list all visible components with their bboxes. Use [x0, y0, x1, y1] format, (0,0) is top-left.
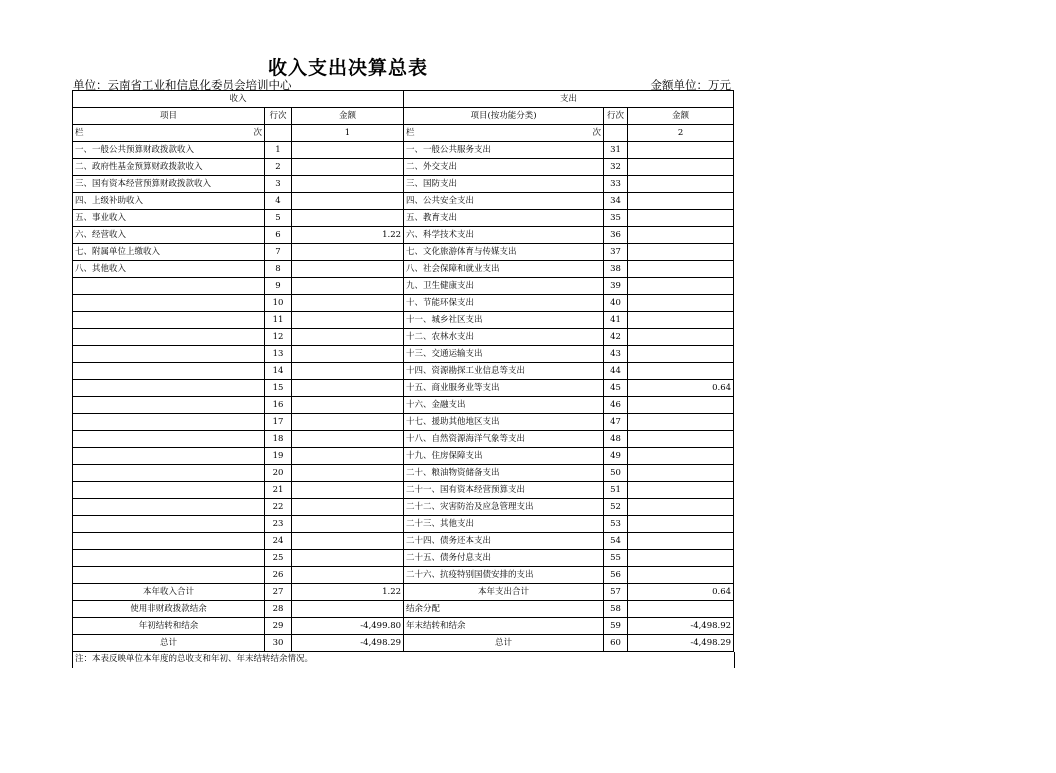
income-item-cell: 七、附属单位上缴收入 [73, 244, 265, 261]
expense-amount-cell [628, 448, 734, 465]
budget-table [72, 90, 734, 652]
income-lan-ci-cell [73, 125, 265, 142]
income-item-cell: 一、一般公共预算财政拨款收入 [73, 142, 265, 159]
table-row [73, 295, 734, 312]
table-row [73, 550, 734, 567]
income-amount-header: 金额 [292, 108, 404, 125]
income-amount-cell [292, 380, 404, 397]
income-amount-cell [292, 278, 404, 295]
summary-expense-amount: 0.64 [628, 584, 734, 601]
summary-income-rowno: 30 [265, 635, 292, 652]
expense-item-cell: 二十一、国有资本经营预算支出 [404, 482, 604, 499]
summary-income-amount: 1.22 [292, 584, 404, 601]
expense-item-cell: 十五、商业服务业等支出 [404, 380, 604, 397]
expense-amount-cell [628, 414, 734, 431]
summary-expense-rowno: 58 [604, 601, 628, 618]
expense-amount-cell [628, 176, 734, 193]
income-amount-cell [292, 516, 404, 533]
table-row [73, 312, 734, 329]
expense-amount-cell [628, 363, 734, 380]
income-rowno-cell: 23 [265, 516, 292, 533]
expense-rowno-cell: 48 [604, 431, 628, 448]
table-row [73, 567, 734, 584]
expense-rowno-cell: 45 [604, 380, 628, 397]
expense-rowno-cell: 43 [604, 346, 628, 363]
income-item-cell [73, 278, 265, 295]
income-rowno-cell: 1 [265, 142, 292, 159]
income-amount-cell [292, 431, 404, 448]
income-rowno-cell: 16 [265, 397, 292, 414]
expense-item-cell: 二十二、灾害防治及应急管理支出 [404, 499, 604, 516]
unit-label: 单位：云南省工业和信息化委员会培训中心 [73, 78, 292, 92]
expense-item-cell: 十九、住房保障支出 [404, 448, 604, 465]
income-item-cell [73, 465, 265, 482]
table-row [73, 380, 734, 397]
expense-lan-ci-cell [404, 125, 604, 142]
summary-income-amount [292, 601, 404, 618]
expense-amount-cell [628, 278, 734, 295]
summary-income-rowno: 29 [265, 618, 292, 635]
expense-rowno-cell: 42 [604, 329, 628, 346]
income-amount-cell [292, 397, 404, 414]
income-item-cell [73, 533, 265, 550]
expense-rowno-blank [604, 125, 628, 142]
income-item-cell [73, 346, 265, 363]
income-rowno-cell: 21 [265, 482, 292, 499]
table-row [73, 346, 734, 363]
expense-item-cell: 五、教育支出 [404, 210, 604, 227]
table-row [73, 533, 734, 550]
expense-rowno-cell: 39 [604, 278, 628, 295]
income-amount-cell [292, 295, 404, 312]
income-item-cell [73, 482, 265, 499]
expense-amount-cell [628, 159, 734, 176]
expense-amount-cell [628, 312, 734, 329]
income-rowno-cell: 25 [265, 550, 292, 567]
income-rowno-cell: 24 [265, 533, 292, 550]
table-row [73, 193, 734, 210]
expense-amount-cell [628, 210, 734, 227]
expense-item-cell: 十六、金融支出 [404, 397, 604, 414]
income-rowno-cell: 22 [265, 499, 292, 516]
income-rowno-cell: 7 [265, 244, 292, 261]
expense-item-cell: 七、文化旅游体育与传媒支出 [404, 244, 604, 261]
income-amount-cell [292, 142, 404, 159]
expense-item-cell: 十八、自然资源海洋气象等支出 [404, 431, 604, 448]
ci-label: 次 [253, 128, 262, 138]
table-row [73, 448, 734, 465]
expense-rowno-cell: 54 [604, 533, 628, 550]
summary-income-label: 总计 [73, 635, 265, 652]
expense-item-cell: 四、公共安全支出 [404, 193, 604, 210]
expense-amount-cell [628, 346, 734, 363]
summary-expense-label: 总计 [404, 635, 604, 652]
income-rowno-blank [265, 125, 292, 142]
income-item-cell [73, 363, 265, 380]
table-row [73, 397, 734, 414]
table-row [73, 176, 734, 193]
summary-income-rowno: 28 [265, 601, 292, 618]
header-row-sections [73, 91, 734, 108]
summary-row [73, 601, 734, 618]
income-amount-cell [292, 482, 404, 499]
income-amount-cell [292, 176, 404, 193]
expense-amount-cell [628, 533, 734, 550]
summary-expense-rowno: 60 [604, 635, 628, 652]
expense-item-cell: 十三、交通运输支出 [404, 346, 604, 363]
income-amount-cell [292, 465, 404, 482]
summary-income-label: 年初结转和结余 [73, 618, 265, 635]
expense-amount-cell [628, 244, 734, 261]
expense-item-header: 项目(按功能分类) [404, 108, 604, 125]
table-row [73, 482, 734, 499]
income-rowno-cell: 18 [265, 431, 292, 448]
expense-item-cell: 二、外交支出 [404, 159, 604, 176]
expense-amount-cell [628, 142, 734, 159]
expense-item-cell: 二十、粮油物资储备支出 [404, 465, 604, 482]
expense-rowno-cell: 56 [604, 567, 628, 584]
income-amount-cell [292, 414, 404, 431]
summary-income-amount: -4,499.80 [292, 618, 404, 635]
income-amount-cell [292, 346, 404, 363]
expense-rowno-cell: 44 [604, 363, 628, 380]
page-title: 收入支出决算总表 [267, 57, 428, 79]
income-item-header: 项目 [73, 108, 265, 125]
income-rowno-header: 行次 [265, 108, 292, 125]
summary-expense-amount: -4,498.29 [628, 635, 734, 652]
income-amount-cell [292, 363, 404, 380]
header-row-column-index [73, 125, 734, 142]
expense-item-cell: 十四、资源勘探工业信息等支出 [404, 363, 604, 380]
expense-rowno-cell: 51 [604, 482, 628, 499]
table-row [73, 516, 734, 533]
summary-income-label: 本年收入合计 [73, 584, 265, 601]
expense-item-cell: 二十六、抗疫特别国债安排的支出 [404, 567, 604, 584]
income-item-cell [73, 499, 265, 516]
income-item-cell [73, 431, 265, 448]
header-row-columns [73, 108, 734, 125]
expense-amount-cell: 0.64 [628, 380, 734, 397]
income-item-cell: 六、经营收入 [73, 227, 265, 244]
table-row [73, 329, 734, 346]
expense-item-cell: 十二、农林水支出 [404, 329, 604, 346]
table-row [73, 278, 734, 295]
expense-rowno-cell: 46 [604, 397, 628, 414]
expense-item-cell: 十一、城乡社区支出 [404, 312, 604, 329]
income-rowno-cell: 26 [265, 567, 292, 584]
currency-unit-label: 金额单位：万元 [650, 78, 731, 92]
income-item-cell [73, 329, 265, 346]
summary-expense-amount: -4,498.92 [628, 618, 734, 635]
income-col-index: 1 [292, 125, 404, 142]
expense-amount-cell [628, 465, 734, 482]
expense-amount-cell [628, 499, 734, 516]
income-rowno-cell: 8 [265, 261, 292, 278]
summary-expense-rowno: 57 [604, 584, 628, 601]
income-item-cell [73, 312, 265, 329]
expense-amount-cell [628, 516, 734, 533]
income-amount-cell [292, 261, 404, 278]
expense-amount-cell [628, 567, 734, 584]
expense-amount-cell [628, 397, 734, 414]
income-item-cell [73, 567, 265, 584]
income-item-cell [73, 380, 265, 397]
income-amount-cell [292, 312, 404, 329]
income-item-cell: 五、事业收入 [73, 210, 265, 227]
ci-label: 次 [592, 128, 602, 138]
expense-amount-cell [628, 431, 734, 448]
expense-item-cell: 八、社会保障和就业支出 [404, 261, 604, 278]
income-rowno-cell: 10 [265, 295, 292, 312]
expense-amount-cell [628, 295, 734, 312]
summary-income-label: 使用非财政拨款结余 [73, 601, 265, 618]
expense-rowno-cell: 55 [604, 550, 628, 567]
expense-rowno-cell: 49 [604, 448, 628, 465]
expense-amount-cell [628, 329, 734, 346]
income-header: 收入 [73, 91, 404, 108]
income-rowno-cell: 15 [265, 380, 292, 397]
summary-expense-label: 本年支出合计 [404, 584, 604, 601]
expense-rowno-cell: 53 [604, 516, 628, 533]
expense-item-cell: 六、科学技术支出 [404, 227, 604, 244]
income-item-cell [73, 550, 265, 567]
summary-expense-amount [628, 601, 734, 618]
expense-rowno-cell: 50 [604, 465, 628, 482]
summary-expense-rowno: 59 [604, 618, 628, 635]
expense-rowno-cell: 38 [604, 261, 628, 278]
income-item-cell [73, 448, 265, 465]
expense-amount-cell [628, 261, 734, 278]
income-amount-cell [292, 210, 404, 227]
income-rowno-cell: 3 [265, 176, 292, 193]
summary-income-rowno: 27 [265, 584, 292, 601]
income-amount-cell [292, 329, 404, 346]
summary-row [73, 635, 734, 652]
income-amount-cell [292, 244, 404, 261]
expense-amount-cell [628, 193, 734, 210]
income-rowno-cell: 17 [265, 414, 292, 431]
income-item-cell: 三、国有资本经营预算财政拨款收入 [73, 176, 265, 193]
table-row [73, 159, 734, 176]
income-rowno-cell: 12 [265, 329, 292, 346]
expense-rowno-header: 行次 [604, 108, 628, 125]
expense-rowno-cell: 47 [604, 414, 628, 431]
summary-expense-label: 结余分配 [404, 601, 604, 618]
expense-rowno-cell: 37 [604, 244, 628, 261]
expense-rowno-cell: 31 [604, 142, 628, 159]
expense-amount-cell [628, 550, 734, 567]
income-item-cell: 四、上级补助收入 [73, 193, 265, 210]
income-item-cell [73, 414, 265, 431]
table-row [73, 431, 734, 448]
table-row [73, 465, 734, 482]
income-item-cell [73, 397, 265, 414]
expense-amount-cell [628, 482, 734, 499]
income-rowno-cell: 13 [265, 346, 292, 363]
income-rowno-cell: 9 [265, 278, 292, 295]
income-item-cell [73, 295, 265, 312]
expense-item-cell: 九、卫生健康支出 [404, 278, 604, 295]
income-rowno-cell: 2 [265, 159, 292, 176]
expense-rowno-cell: 33 [604, 176, 628, 193]
expense-item-cell: 二十三、其他支出 [404, 516, 604, 533]
expense-rowno-cell: 52 [604, 499, 628, 516]
expense-rowno-cell: 34 [604, 193, 628, 210]
income-amount-cell [292, 550, 404, 567]
income-item-cell: 二、政府性基金预算财政拨款收入 [73, 159, 265, 176]
lan-label: 栏 [75, 128, 84, 138]
summary-row [73, 584, 734, 601]
income-amount-cell [292, 567, 404, 584]
expense-header: 支出 [404, 91, 734, 108]
footnote: 注：本表反映单位本年度的总收支和年初、年末结转结余情况。 [72, 652, 735, 668]
table-row [73, 261, 734, 278]
income-rowno-cell: 6 [265, 227, 292, 244]
expense-item-cell: 十、节能环保支出 [404, 295, 604, 312]
expense-amount-header: 金额 [628, 108, 734, 125]
summary-expense-label: 年末结转和结余 [404, 618, 604, 635]
lan-label: 栏 [406, 128, 415, 138]
income-rowno-cell: 4 [265, 193, 292, 210]
income-amount-cell [292, 448, 404, 465]
income-amount-cell [292, 159, 404, 176]
summary-row [73, 618, 734, 635]
income-amount-cell: 1.22 [292, 227, 404, 244]
income-amount-cell [292, 499, 404, 516]
expense-item-cell: 一、一般公共服务支出 [404, 142, 604, 159]
table-row [73, 414, 734, 431]
income-rowno-cell: 11 [265, 312, 292, 329]
expense-item-cell: 二十五、债务付息支出 [404, 550, 604, 567]
expense-rowno-cell: 41 [604, 312, 628, 329]
income-rowno-cell: 19 [265, 448, 292, 465]
expense-amount-cell [628, 227, 734, 244]
table-row [73, 227, 734, 244]
table-row [73, 210, 734, 227]
table-row [73, 499, 734, 516]
expense-rowno-cell: 36 [604, 227, 628, 244]
income-amount-cell [292, 193, 404, 210]
expense-rowno-cell: 35 [604, 210, 628, 227]
income-item-cell [73, 516, 265, 533]
income-rowno-cell: 14 [265, 363, 292, 380]
expense-rowno-cell: 32 [604, 159, 628, 176]
table-row [73, 363, 734, 380]
income-rowno-cell: 20 [265, 465, 292, 482]
income-item-cell: 八、其他收入 [73, 261, 265, 278]
table-row [73, 142, 734, 159]
expense-item-cell: 三、国防支出 [404, 176, 604, 193]
income-amount-cell [292, 533, 404, 550]
summary-income-amount: -4,498.29 [292, 635, 404, 652]
expense-item-cell: 十七、援助其他地区支出 [404, 414, 604, 431]
income-rowno-cell: 5 [265, 210, 292, 227]
expense-col-index: 2 [628, 125, 734, 142]
table-row [73, 244, 734, 261]
expense-item-cell: 二十四、债务还本支出 [404, 533, 604, 550]
expense-rowno-cell: 40 [604, 295, 628, 312]
